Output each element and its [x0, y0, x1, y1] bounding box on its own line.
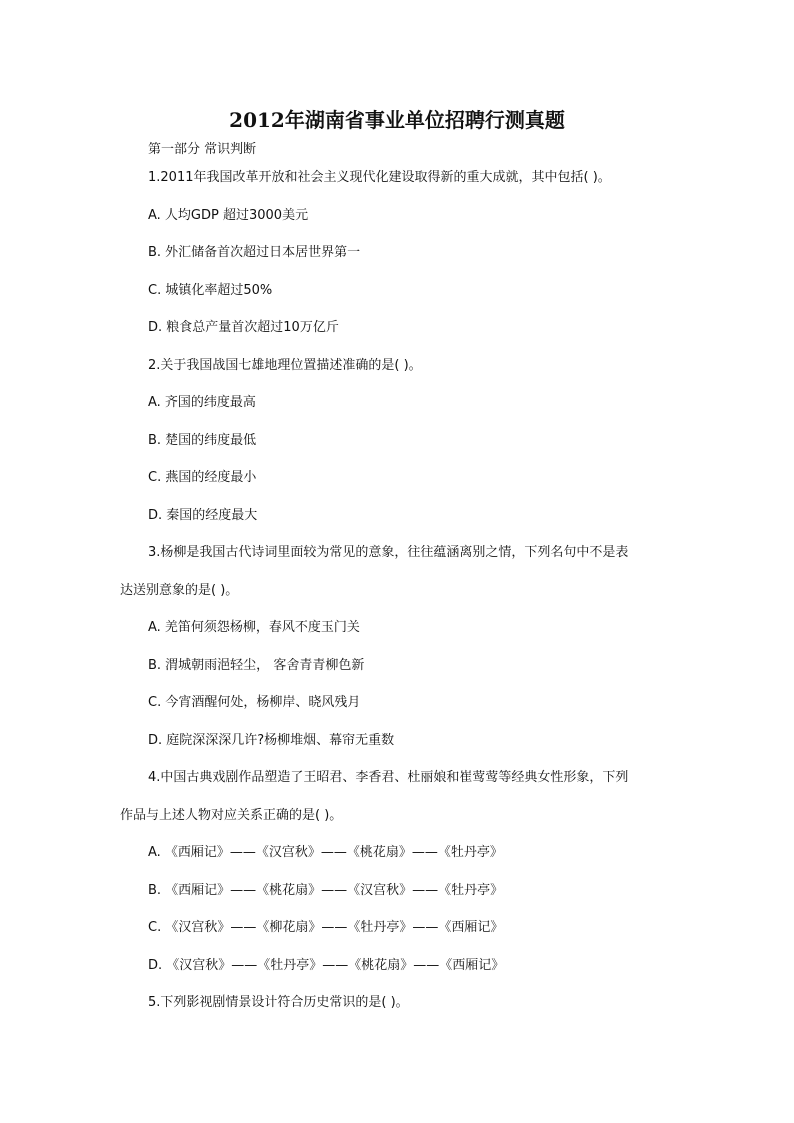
answer-option: B. 《西厢记》——《桃花扇》——《汉宫秋》——《牡丹亭》	[148, 883, 504, 898]
answer-option: A. 齐国的纬度最高	[148, 395, 256, 410]
question-stem: 5.下列影视剧情景设计符合历史常识的是( )。	[148, 995, 409, 1010]
question-stem: 1.2011年我国改革开放和社会主义现代化建设取得新的重大成就，其中包括( )。	[148, 170, 611, 185]
question-stem: 4.中国古典戏剧作品塑造了王昭君、李香君、杜丽娘和崔莺莺等经典女性形象，下列	[148, 770, 629, 785]
question-stem: 作品与上述人物对应关系正确的是( )。	[120, 808, 343, 823]
answer-option: B. 外汇储备首次超过日本居世界第一	[148, 245, 361, 260]
answer-option: D. 秦国的经度最大	[148, 508, 258, 523]
answer-option: C. 城镇化率超过50%	[148, 283, 273, 298]
answer-option: C. 《汉宫秋》——《柳花扇》——《牡丹亭》——《西厢记》	[148, 920, 504, 935]
answer-option: A. 羌笛何须怨杨柳，春风不度玉门关	[148, 620, 360, 635]
section-heading: 第一部分 常识判断	[148, 142, 257, 157]
answer-option: D. 《汉宫秋》——《牡丹亭》——《桃花扇》——《西厢记》	[148, 958, 505, 973]
answer-option: D. 粮食总产量首次超过10万亿斤	[148, 320, 339, 335]
answer-option: B. 楚国的纬度最低	[148, 433, 257, 448]
answer-option: D. 庭院深深深几许?杨柳堆烟、幕帘无重数	[148, 733, 395, 748]
answer-option: A. 《西厢记》——《汉宫秋》——《桃花扇》——《牡丹亭》	[148, 845, 503, 860]
answer-option: C. 燕国的经度最小	[148, 470, 257, 485]
question-stem: 2.关于我国战国七雄地理位置描述准确的是( )。	[148, 358, 422, 373]
question-stem: 达送别意象的是( )。	[120, 583, 239, 598]
question-stem: 3.杨柳是我国古代诗词里面较为常见的意象，往往蕴涵离别之情，下列名句中不是表	[148, 545, 629, 560]
answer-option: C. 今宵酒醒何处，杨柳岸、晓风残月	[148, 695, 361, 710]
answer-option: A. 人均GDP 超过3000美元	[148, 208, 309, 223]
answer-option: B. 渭城朝雨浥轻尘， 客舍青青柳色新	[148, 658, 365, 673]
page-title: 2012年湖南省事业单位招聘行测真题	[229, 108, 565, 132]
